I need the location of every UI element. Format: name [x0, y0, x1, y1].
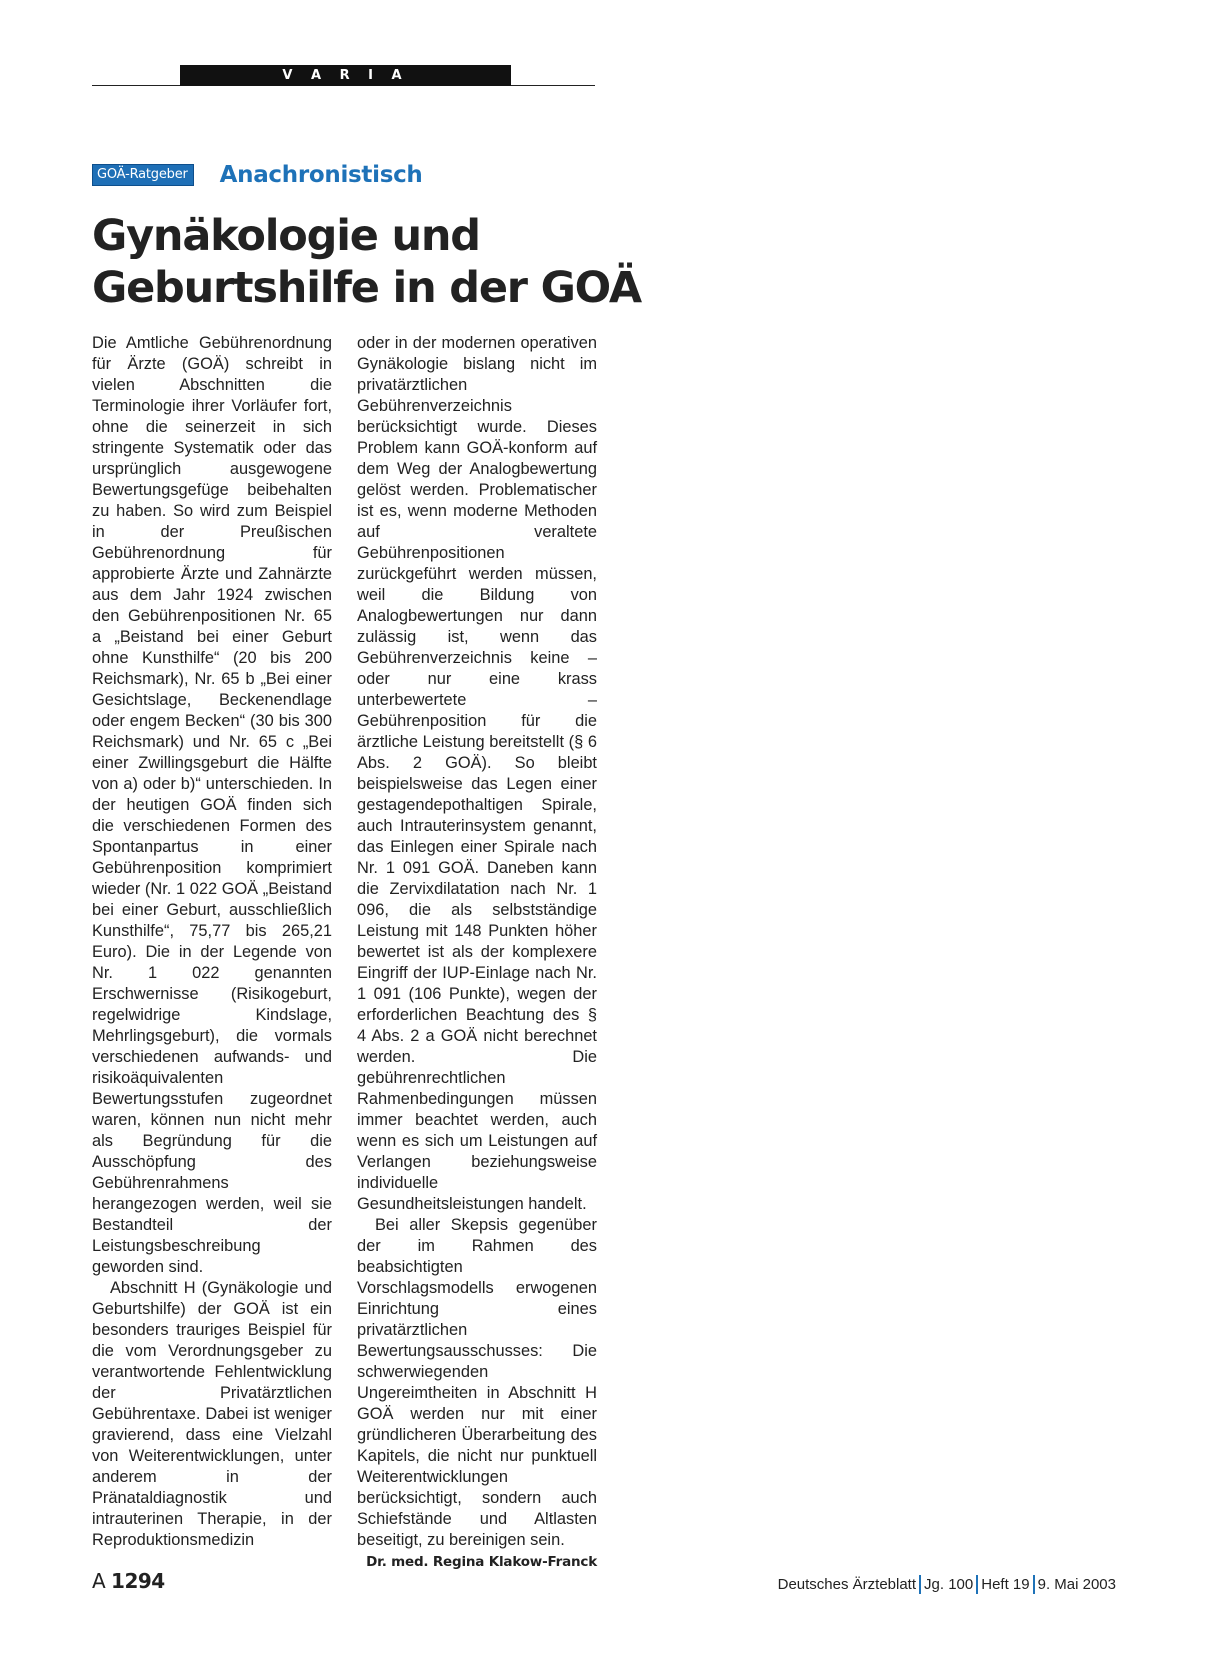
kicker-title: Anachronistisch — [219, 162, 423, 188]
article-column-left — [92, 333, 332, 1551]
paragraph: Die Amtliche Gebührenordnung für Ärzte (GOÄ) schreibt in vielen Abschnitten die Terminologie ihrer Vorläufer fort, ohne die seinerzeit in sich stringente Systematik oder das ursprünglich ausgewogene Bewertungsgefüge beibehalten zu haben. So wird zum Beispiel in der Preußischen Gebührenordnung für approbierte Ärzte und Zahnärzte aus dem Jahr 1924 zwischen den Gebührenpositionen Nr. 65 a „Beistand bei einer Geburt ohne Kunsthilfe“ (20 bis 200 Reichsmark), Nr. 65 b „Bei einer Gesichtslage, Beckenendlage oder engem Becken“ (30 bis 300 Reichsmark) und Nr. 65 c „Bei einer Zwillingsgeburt die Hälfte von a) oder b)“ unterschieden. In der heutigen GOÄ finden sich die verschiedenen Formen des Spontanpartus in einer Gebührenposition komprimiert wieder (Nr. 1 022 GOÄ „Beistand bei einer Geburt, ausschließlich Kunsthilfe“, 75,77 bis 265,21 Euro). Die in der Legende von Nr. 1 022 genannten Erschwernisse (Risikogeburt, regelwidrige Kindslage, Mehrlingsgeburt), die vormals verschiedenen aufwands- und risikoäquivalenten Bewertungsstufen zugeordnet waren, können nun nicht mehr als Begründung für die Ausschöpfung des Gebührenrahmens herangezogen werden, weil sie Bestandteil der Leistungsbeschreibung geworden sind. — [92, 334, 332, 1276]
journal-info — [778, 1575, 1116, 1594]
footer-separator — [919, 1575, 921, 1594]
page-prefix: A — [92, 1569, 105, 1593]
article-headline — [92, 210, 652, 314]
paragraph: Bei aller Skepsis gegenüber der im Rahmen des beabsichtigten Vorschlagsmodells erwogenen Einrichtung eines privatärztlichen Bewertungsausschusses: Die schwerwiegenden Ungereimtheiten in Abschnitt H GOÄ werden nur mit einer gründlicheren Überarbeitung des Kapitels, die nicht nur punktuell Weiterentwicklungen berücksichtigt, sondern auch Schiefstände und Altlasten beseitigt, zu bereinigen sein. — [357, 1216, 597, 1549]
page-number — [92, 1569, 165, 1593]
journal-issue: Heft 19 — [981, 1576, 1030, 1593]
footer-separator — [976, 1575, 978, 1594]
paragraph: Abschnitt H (Gynäkologie und Geburtshilfe) der GOÄ ist ein besonders trauriges Beispiel für die vom Verordnungsgeber zu verantwortende Fehlentwicklung der Privatärztlichen Gebührentaxe. Dabei ist weniger gravierend, dass eine Vielzahl von Weiterentwicklungen, unter anderem in der Pränataldiagnostik und intrauterinen Therapie, in der Reproduktionsmedizin — [92, 1279, 332, 1549]
headline-line-1: Gynäkologie und — [92, 211, 480, 261]
kicker-row — [92, 161, 423, 189]
journal-date: 9. Mai 2003 — [1037, 1576, 1116, 1593]
page-number-value: 1294 — [111, 1569, 165, 1593]
rubric-badge: GOÄ-Ratgeber — [92, 164, 194, 186]
headline-line-2: Geburtshilfe in der GOÄ — [92, 263, 641, 313]
section-label: V A R I A — [180, 65, 511, 86]
article-column-right — [357, 333, 597, 1572]
author-byline: Dr. med. Regina Klakow-Franck — [366, 1554, 597, 1570]
paragraph: oder in der modernen operativen Gynäkologie bislang nicht im privatärztlichen Gebührenverzeichnis berücksichtigt wurde. Dieses Problem kann GOÄ-konform auf dem Weg der Analogbewertung gelöst werden. Problematischer ist es, wenn moderne Methoden auf veraltete Gebührenpositionen zurückgeführt werden müssen, weil die Bildung von Analogbewertungen nur dann zulässig ist, wenn das Gebührenverzeichnis keine – oder nur eine krass unterbewertete – Gebührenposition für die ärztliche Leistung bereitstellt (§ 6 Abs. 2 GOÄ). So bleibt beispielsweise das Legen einer gestagendepothaltigen Spirale, auch Intrauterinsystem genannt, das Einlegen einer Spirale nach Nr. 1 091 GOÄ. Daneben kann die Zervixdilatation nach Nr. 1 096, die als selbstständige Leistung mit 148 Punkten höher bewertet ist als der komplexere Eingriff der IUP-Einlage nach Nr. 1 091 (106 Punkte), wegen der erforderlichen Beachtung des § 4 Abs. 2 a GOÄ nicht berechnet werden. Die gebührenrechtlichen Rahmenbedingungen müssen immer beachtet werden, auch wenn es sich um Leistungen auf Verlangen beziehungsweise individuelle Gesundheitsleistungen handelt. — [357, 334, 597, 1213]
footer-separator — [1033, 1575, 1035, 1594]
journal-name: Deutsches Ärzteblatt — [777, 1576, 917, 1593]
journal-volume: Jg. 100 — [924, 1576, 974, 1593]
